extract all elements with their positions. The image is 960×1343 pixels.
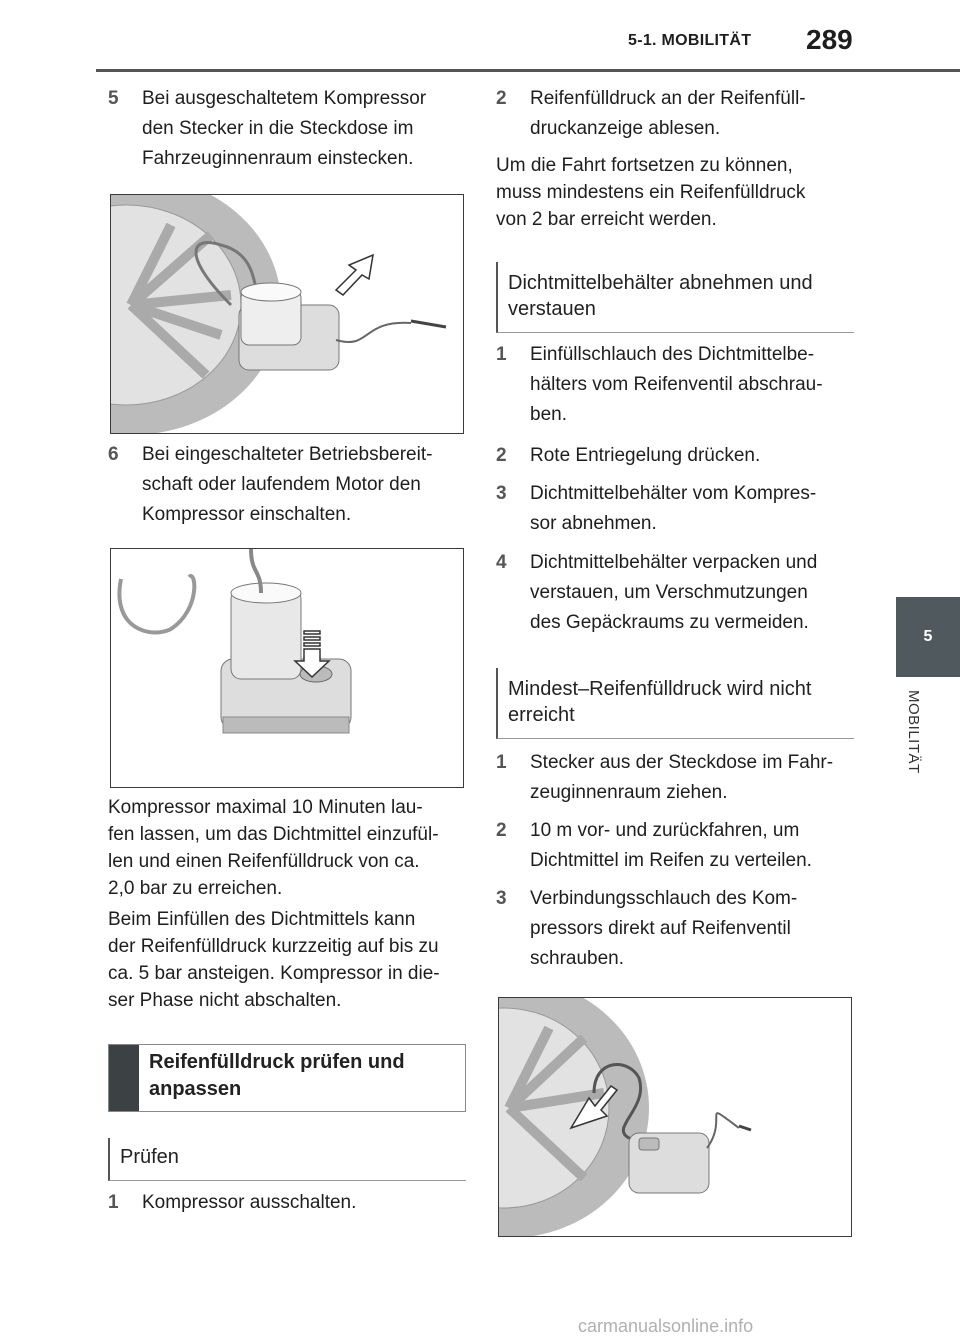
line: Bei eingeschalteter Betriebsbereit- — [142, 444, 433, 465]
step-text — [530, 441, 860, 471]
heading-text — [508, 270, 813, 322]
step-text — [530, 816, 860, 876]
step-number: 4 — [496, 552, 507, 573]
paragraph-pressure-rise — [108, 906, 470, 1014]
step-number: 2 — [496, 88, 507, 109]
figure-plug-in — [110, 194, 464, 434]
line: verstauen, um Verschmutzungen — [530, 582, 808, 603]
chapter-label — [900, 690, 924, 800]
figure-connect-hose — [498, 997, 852, 1237]
line: anpassen — [149, 1078, 242, 1100]
paragraph-run-compressor — [108, 794, 470, 902]
line: schrauben. — [530, 948, 625, 969]
line: von 2 bar erreicht werden. — [496, 209, 717, 230]
heading-remove-container — [496, 262, 854, 333]
chapter-label-text: MOBILITÄT — [905, 690, 922, 774]
step-text — [530, 340, 860, 430]
figure-switch-on — [110, 548, 464, 788]
line: ca. 5 bar ansteigen. Kompressor in die- — [108, 963, 440, 984]
step-number: 1 — [496, 752, 507, 773]
step-number: 1 — [496, 344, 507, 365]
line: Rote Entriegelung drücken. — [530, 445, 761, 466]
line: der Reifenfülldruck kurzzeitig auf bis zu — [108, 936, 439, 957]
illustration-hose-valve — [499, 998, 851, 1236]
line: Stecker aus der Steckdose im Fahr- — [530, 752, 834, 773]
line: ser Phase nicht abschalten. — [108, 990, 342, 1011]
step-text — [530, 84, 860, 144]
heading-bar — [109, 1045, 139, 1111]
step-text — [142, 440, 472, 530]
line: fen lassen, um das Dichtmittel einzufül- — [108, 824, 439, 845]
heading-text — [508, 676, 811, 728]
step-number: 3 — [496, 888, 507, 909]
line: zeuginnenraum ziehen. — [530, 782, 728, 803]
section-title: 5-1. MOBILITÄT — [628, 32, 752, 49]
line: verstauen — [508, 298, 596, 320]
arrow-icon — [336, 255, 373, 295]
line: hälters vom Reifenventil abschrau- — [530, 374, 823, 395]
line: den Stecker in die Steckdose im — [142, 118, 414, 139]
line: Reifenfülldruck prüfen und — [149, 1051, 405, 1073]
line: Dichtmittelbehälter vom Kompres- — [530, 483, 817, 504]
line: Kompressor einschalten. — [142, 504, 352, 525]
line: Verbindungsschlauch des Kom- — [530, 888, 798, 909]
watermark: carmanualsonline.info — [578, 1316, 754, 1336]
illustration-compressor-button — [111, 549, 463, 787]
line: sor abnehmen. — [530, 513, 657, 534]
step-text — [142, 84, 472, 174]
line: Kompressor maximal 10 Minuten lau- — [108, 797, 423, 818]
step-text — [530, 884, 860, 974]
line: Dichtmittelbehälter abnehmen und — [508, 272, 813, 294]
line: ben. — [530, 404, 567, 425]
line: muss mindestens ein Reifenfülldruck — [496, 182, 806, 203]
paragraph-min-pressure — [496, 152, 856, 233]
line: Um die Fahrt fortsetzen zu können, — [496, 155, 793, 176]
step-number: 1 — [108, 1192, 119, 1213]
line: 10 m vor- und zurückfahren, um — [530, 820, 800, 841]
line: Reifenfülldruck an der Reifenfüll- — [530, 88, 806, 109]
chapter-tab[interactable]: 5 — [896, 597, 960, 677]
heading-min-pressure-not-reached — [496, 668, 854, 739]
step-number: 2 — [496, 445, 507, 466]
heading-text — [149, 1049, 405, 1103]
line: des Gepäckraums zu vermeiden. — [530, 612, 809, 633]
page-number: 289 — [806, 24, 853, 55]
line: 2,0 bar zu erreichen. — [108, 878, 283, 899]
step-text — [142, 1188, 472, 1218]
heading-text: Prüfen — [120, 1146, 179, 1168]
header-rule — [96, 69, 960, 72]
line: len und einen Reifenfülldruck von ca. — [108, 851, 420, 872]
step-number: 5 — [108, 88, 119, 109]
line: Bei ausgeschaltetem Kompressor — [142, 88, 427, 109]
section-heading-check-adjust — [108, 1044, 466, 1112]
subheading-check — [108, 1138, 466, 1181]
step-number: 2 — [496, 820, 507, 841]
step-number: 6 — [108, 444, 119, 465]
line: Dichtmittel im Reifen zu verteilen. — [530, 850, 812, 871]
line: Fahrzeuginnenraum einstecken. — [142, 148, 414, 169]
line: Einfüllschlauch des Dichtmittelbe- — [530, 344, 815, 365]
line: schaft oder laufendem Motor den — [142, 474, 421, 495]
step-text — [530, 748, 860, 808]
line: druckanzeige ablesen. — [530, 118, 721, 139]
line: Beim Einfüllen des Dichtmittels kann — [108, 909, 416, 930]
step-text — [530, 548, 860, 638]
step-text — [530, 479, 860, 539]
line: Dichtmittelbehälter verpacken und — [530, 552, 818, 573]
line: Kompressor ausschalten. — [142, 1192, 357, 1213]
line: erreicht — [508, 704, 575, 726]
line: pressors direkt auf Reifenventil — [530, 918, 791, 939]
step-number: 3 — [496, 483, 507, 504]
illustration-wheel-compressor — [111, 195, 463, 433]
line: Mindest–Reifenfülldruck wird nicht — [508, 678, 812, 700]
